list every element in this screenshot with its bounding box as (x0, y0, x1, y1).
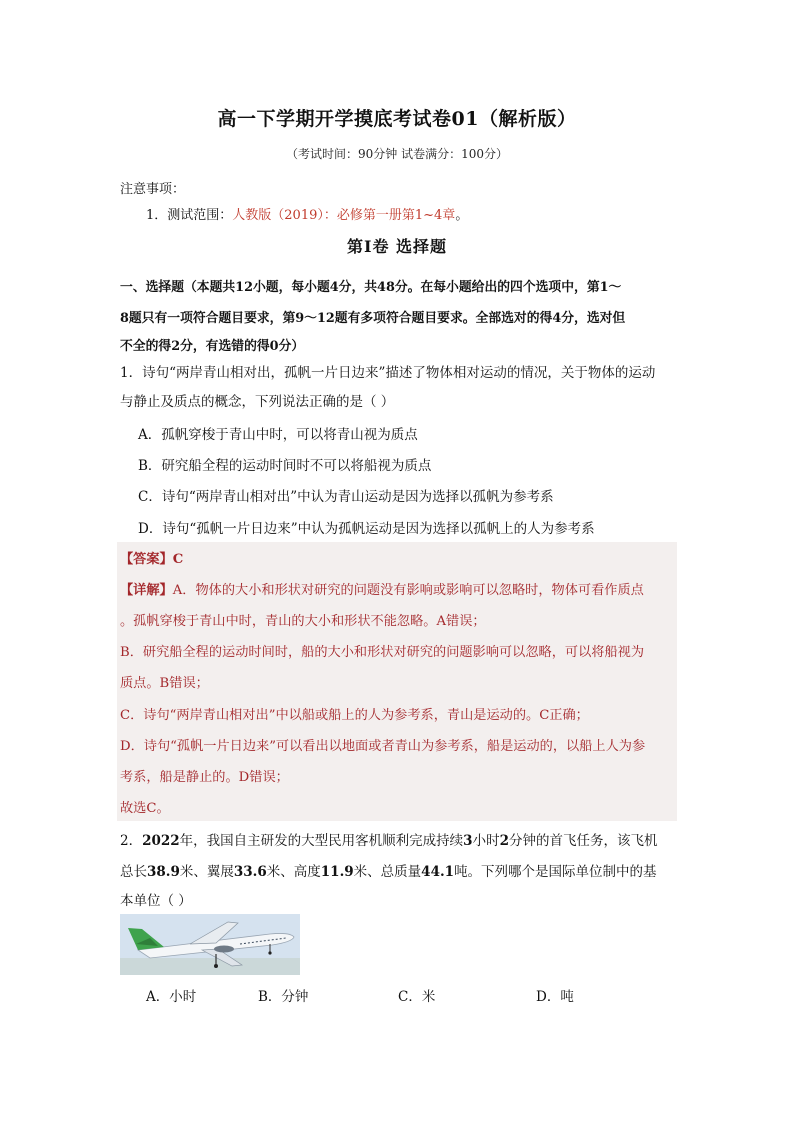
q1-stem-line: 与静止及质点的概念，下列说法正确的是（ ） (120, 394, 395, 410)
notes-heading: 注意事项： (120, 182, 186, 197)
q2-text: 总长 (120, 864, 147, 880)
q2-text: 2． (120, 833, 143, 849)
section-title: 第Ⅰ卷 选择题 (346, 237, 448, 256)
q1-option-c: C．诗句“两岸青山相对出”中认为青山运动是因为选择以孤帆为参考系 (138, 489, 554, 505)
intro-line: 不全的得2分，有选错的得0分） (120, 339, 305, 354)
answer-tag: 【答案】 (120, 552, 173, 567)
q1-detail-line (120, 579, 644, 598)
airplane-image (120, 914, 300, 975)
q2-option-c: C．米 (398, 989, 436, 1005)
notes-item-prefix: 1．测试范围： (146, 208, 233, 223)
q1-option-a: A．孤帆穿梭于青山中时，可以将青山视为质点 (138, 427, 418, 443)
q1-answer (120, 548, 183, 567)
q1-detail-line: D．诗句“孤帆一片日边来”可以看出以地面或者青山为参考系，船是运动的，以船上人为参 (120, 739, 646, 754)
q2-stem-line (120, 860, 657, 880)
notes-item (146, 204, 468, 223)
airplane-icon (120, 914, 300, 975)
q2-number: 11.9 (320, 864, 354, 880)
q2-number: 44.1 (421, 864, 455, 880)
notes-item-scope: 人教版（2019）：必修第一册第1~4章 (232, 208, 456, 223)
q2-number: 2 (499, 833, 509, 849)
q2-option-a: A．小时 (146, 989, 197, 1005)
q2-option-b: B．分钟 (258, 989, 309, 1005)
q1-detail-line: 考系，船是静止的。D错误； (120, 770, 289, 785)
detail-text: A．物体的大小和形状对研究的问题没有影响或影响可以忽略时，物体可看作质点 (172, 583, 644, 598)
q2-text: 分钟的首飞任务，该飞机 (508, 833, 658, 849)
q2-stem-line: 本单位（ ） (120, 893, 192, 909)
q2-number: 2022 (142, 833, 180, 849)
q2-text: 小时 (472, 833, 500, 849)
q2-option-d: D．吨 (536, 989, 574, 1005)
intro-line: 一、选择题（本题共12小题，每小题4分，共48分。在每小题给出的四个选项中，第1～ (120, 280, 622, 295)
intro-line: 8题只有一项符合题目要求，第9～12题有多项符合题目要求。全部选对的得4分，选对但 (120, 311, 626, 326)
q2-number: 38.9 (147, 864, 180, 880)
q2-text: 吨。下列哪个是国际单位制中的基 (454, 864, 657, 880)
q1-detail-line: B．研究船全程的运动时间时，船的大小和形状对研究的问题影响可以忽略，可以将船视为 (120, 645, 644, 660)
q1-detail-line: 。孤帆穿梭于青山中时，青山的大小和形状不能忽略。A错误； (120, 614, 486, 629)
q2-text: 年，我国自主研发的大型民用客机顺利完成持续 (179, 833, 464, 849)
answer-value: C (172, 552, 184, 567)
q2-text: 米、总质量 (353, 864, 422, 880)
exam-title: 高一下学期开学摸底考试卷01（解析版） (217, 108, 577, 130)
detail-tag: 【详解】 (120, 583, 173, 598)
q2-stem-line (120, 829, 657, 849)
q1-option-b: B．研究船全程的运动时间时不可以将船视为质点 (138, 458, 432, 474)
q1-detail-line: 故选C。 (120, 801, 170, 816)
q1-detail-line: C．诗句“两岸青山相对出”中以船或船上的人为参考系，青山是运动的。C正确； (120, 708, 589, 723)
q1-detail-line: 质点。B错误； (120, 676, 209, 691)
exam-subtitle: （考试时间：90分钟 试卷满分：100分） (286, 147, 508, 161)
q1-stem-line: 1．诗句“两岸青山相对出，孤帆一片日边来”描述了物体相对运动的情况，关于物体的运动 (120, 365, 656, 381)
q2-number: 3 (463, 833, 473, 849)
q1-option-d: D．诗句“孤帆一片日边来”中认为孤帆运动是因为选择以孤帆上的人为参考系 (138, 521, 595, 537)
q2-text: 米、高度 (266, 864, 321, 880)
q2-text: 米、翼展 (179, 864, 234, 880)
q2-number: 33.6 (233, 864, 267, 880)
notes-item-suffix: 。 (455, 208, 469, 223)
